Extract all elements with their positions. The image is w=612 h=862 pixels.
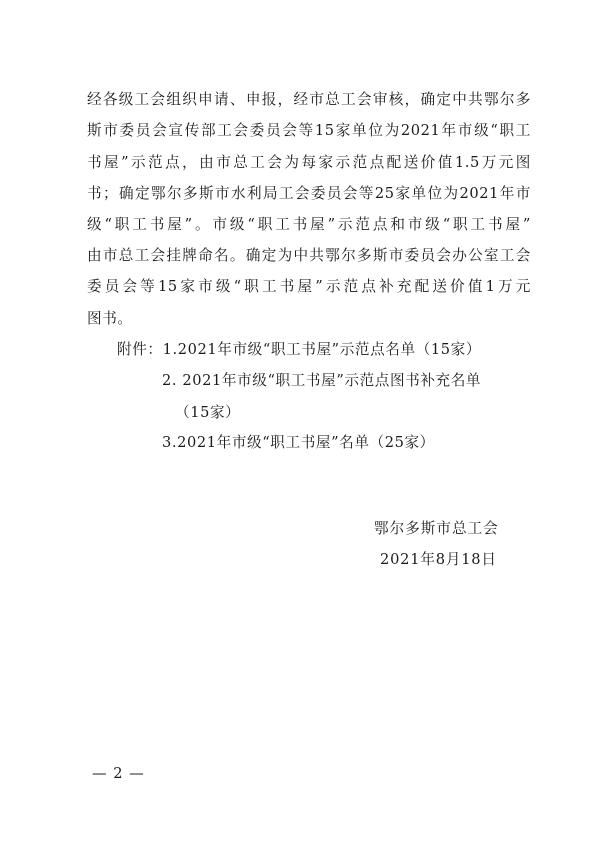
body-line-6: 由市总工会挂牌命名。确定为中共鄂尔多斯市委员会办公室工会: [87, 247, 531, 264]
body-line-3: 书屋”示范点，由市总工会为每家示范点配送价值1.5万元图: [87, 154, 531, 171]
body-line-1: 经各级工会组织申请、申报，经市总工会审核，确定中共鄂尔多: [87, 91, 531, 108]
body-line-8: 图书。: [87, 310, 133, 327]
body-line-2: 斯市委员会宣传部工会委员会等15家单位为2021年市级“职工: [87, 122, 531, 139]
page-number: — 2 —: [92, 765, 145, 782]
body-line-4: 书；确定鄂尔多斯市水利局工会委员会等25家单位为2021年市: [87, 185, 531, 202]
signature-organization: 鄂尔多斯市总工会: [374, 520, 499, 537]
attachment-item-3: 3.2021年市级“职工书屋”名单（25家）: [162, 434, 435, 451]
body-line-5: 级“职工书屋”。市级“职工书屋”示范点和市级“职工书屋”: [87, 216, 531, 233]
attachment-item-1: 附件：1.2021年市级“职工书屋”示范点名单（15家）: [117, 341, 482, 358]
attachment-item-2: 2. 2021年市级“职工书屋”示范点图书补充名单: [162, 372, 482, 389]
signature-date: 2021年8月18日: [380, 551, 497, 568]
body-line-7: 委员会等15家市级“职工书屋”示范点补充配送价值1万元: [87, 278, 531, 295]
attachment-item-2-continuation: （15家）: [175, 404, 241, 421]
